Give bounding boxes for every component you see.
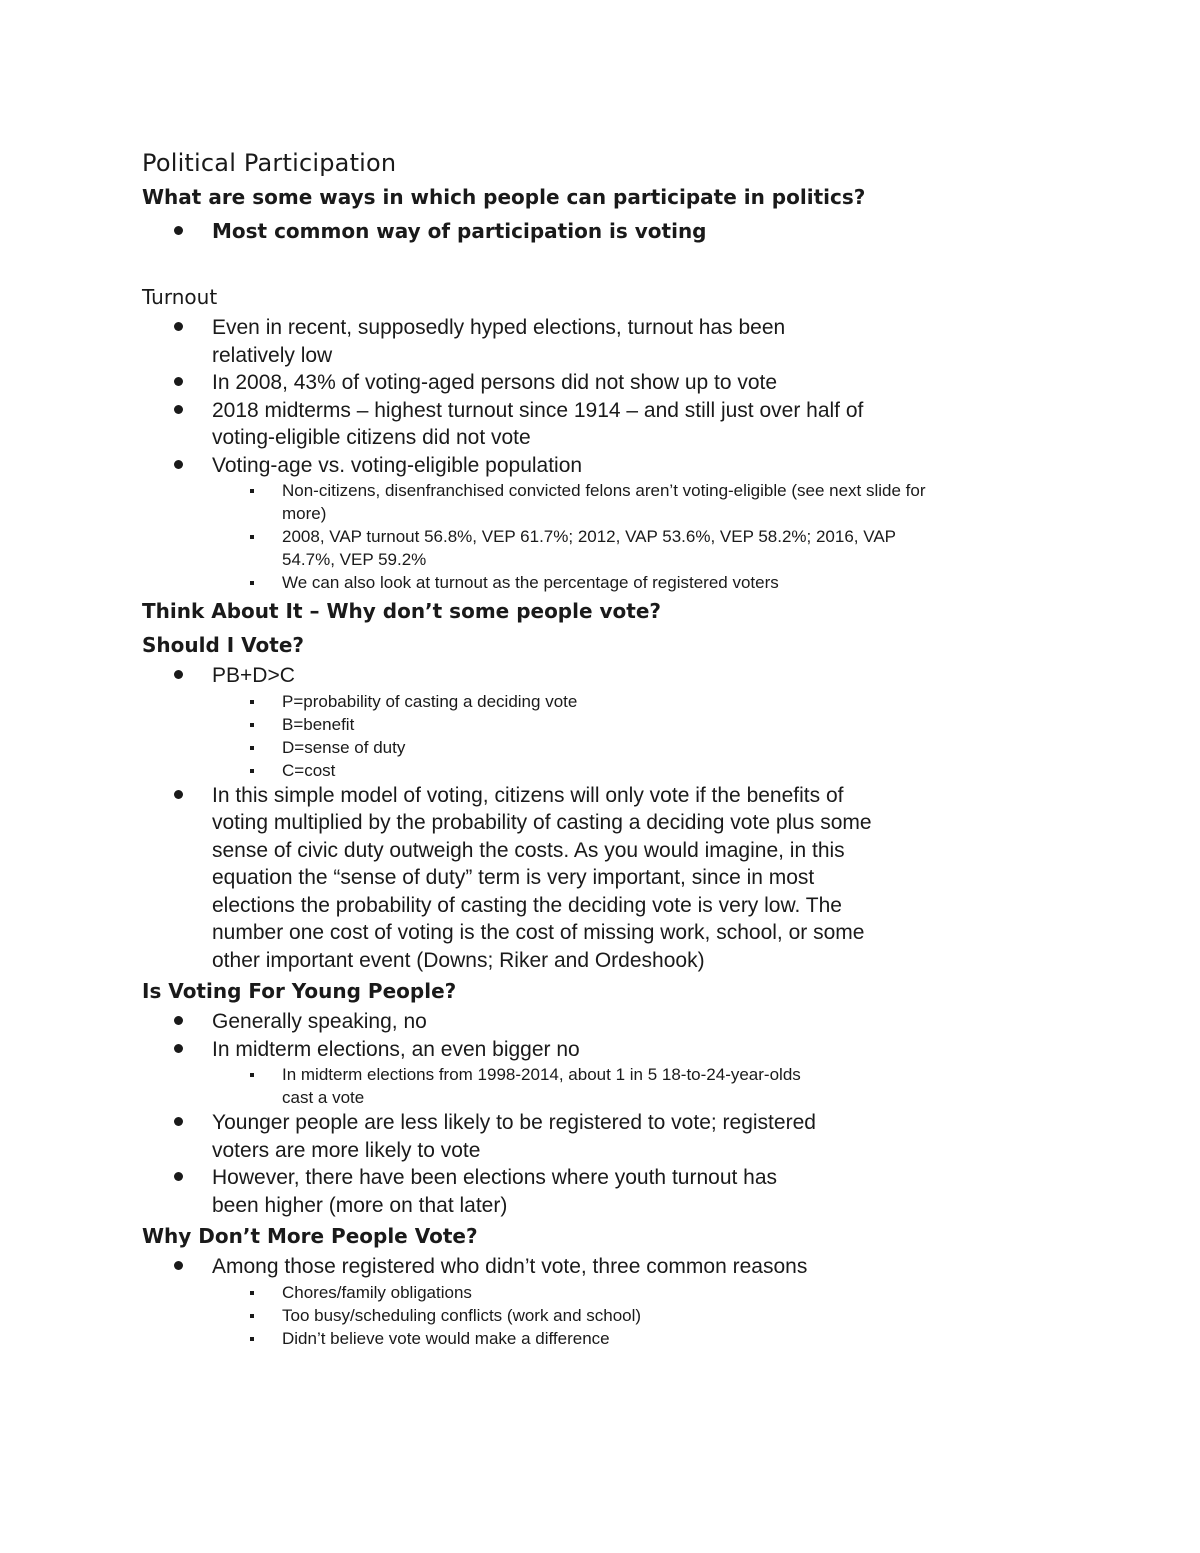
- square-bullet-icon: [250, 1073, 254, 1077]
- bullet-icon: [174, 790, 183, 799]
- bullet-icon: [174, 1044, 183, 1053]
- square-bullet-icon: [250, 723, 254, 727]
- bullet-icon: [174, 1172, 183, 1181]
- sub-list-item: Didn’t believe vote would make a difference: [142, 1327, 932, 1350]
- why-not-list: [142, 1253, 1002, 1350]
- list-item: Younger people are less likely to be registered to vote; registered voters are more likely to vote: [142, 1109, 872, 1164]
- bullet-icon: [174, 1117, 183, 1126]
- bullet-icon: [174, 226, 183, 235]
- bullet-icon: [174, 670, 183, 679]
- list-item: In midterm elections, an even bigger no: [142, 1036, 872, 1064]
- square-bullet-icon: [250, 700, 254, 704]
- list-item: Voting-age vs. voting-eligible population: [142, 452, 872, 480]
- bullet-icon: [174, 322, 183, 331]
- sub-list-item: We can also look at turnout as the percentage of registered voters: [142, 571, 932, 594]
- should-vote-heading: Should I Vote?: [142, 633, 305, 657]
- square-bullet-icon: [250, 489, 254, 493]
- sub-list-item: 2008, VAP turnout 56.8%, VEP 61.7%; 2012, VAP 53.6%, VEP 58.2%; 2016, VAP 54.7%, VEP 59.2%: [142, 525, 932, 571]
- square-bullet-icon: [250, 1314, 254, 1318]
- turnout-heading: Turnout: [142, 285, 218, 309]
- bullet-icon: [174, 460, 183, 469]
- list-item: 2018 midterms – highest turnout since 1914 – and still just over half of voting-eligible citizens did not vote: [142, 397, 872, 452]
- list-item: Even in recent, supposedly hyped elections, turnout has been relatively low: [142, 314, 872, 369]
- square-bullet-icon: [250, 535, 254, 539]
- list-item: Among those registered who didn’t vote, three common reasons: [142, 1253, 812, 1281]
- sub-list-item: P=probability of casting a deciding vote: [142, 690, 932, 713]
- sub-list-item: C=cost: [142, 759, 932, 782]
- why-not-heading: Why Don’t More People Vote?: [142, 1224, 478, 1248]
- bullet-icon: [174, 405, 183, 414]
- list-item: PB+D>C: [142, 662, 872, 690]
- turnout-list: [142, 314, 1002, 594]
- sub-list-item: In midterm elections from 1998-2014, about 1 in 5 18-to-24-year-olds cast a vote: [142, 1063, 802, 1109]
- page-title: Political Participation: [142, 149, 397, 177]
- list-item: However, there have been elections where youth turnout has been higher (more on that later): [142, 1164, 792, 1219]
- think-heading: Think About It – Why don’t some people vote?: [142, 599, 662, 623]
- square-bullet-icon: [250, 769, 254, 773]
- sub-list-item: Too busy/scheduling conflicts (work and school): [142, 1304, 932, 1327]
- should-vote-list: [142, 662, 1002, 974]
- list-item: Most common way of participation is voting: [142, 214, 972, 248]
- list-item: In this simple model of voting, citizens will only vote if the benefits of voting multiplied by the probability of casting a deciding vote plus some sense of civic duty outweigh the costs. As you would imagine, in this equation the “sense of duty” term is very important, since in most elections the probability of casting the deciding vote is very low. The number one cost of voting is the cost of missing work, school, or some other important event (Downs; Riker and Ordeshook): [142, 782, 872, 975]
- bullet-icon: [174, 377, 183, 386]
- sub-list-item: Chores/family obligations: [142, 1281, 932, 1304]
- sub-list-item: B=benefit: [142, 713, 932, 736]
- young-people-heading: Is Voting For Young People?: [142, 979, 457, 1003]
- young-people-list: [142, 1008, 1002, 1219]
- square-bullet-icon: [250, 581, 254, 585]
- bullet-icon: [174, 1016, 183, 1025]
- document-page: [142, 146, 1002, 1350]
- sub-list-item: Non-citizens, disenfranchised convicted felons aren’t voting-eligible (see next slide for more): [142, 479, 932, 525]
- square-bullet-icon: [250, 746, 254, 750]
- sub-list-item: D=sense of duty: [142, 736, 932, 759]
- square-bullet-icon: [250, 1337, 254, 1341]
- square-bullet-icon: [250, 1291, 254, 1295]
- question-list: [142, 214, 1002, 248]
- list-item: Generally speaking, no: [142, 1008, 872, 1036]
- question-heading: What are some ways in which people can participate in politics?: [142, 185, 866, 209]
- list-item: In 2008, 43% of voting-aged persons did not show up to vote: [142, 369, 872, 397]
- bullet-icon: [174, 1261, 183, 1270]
